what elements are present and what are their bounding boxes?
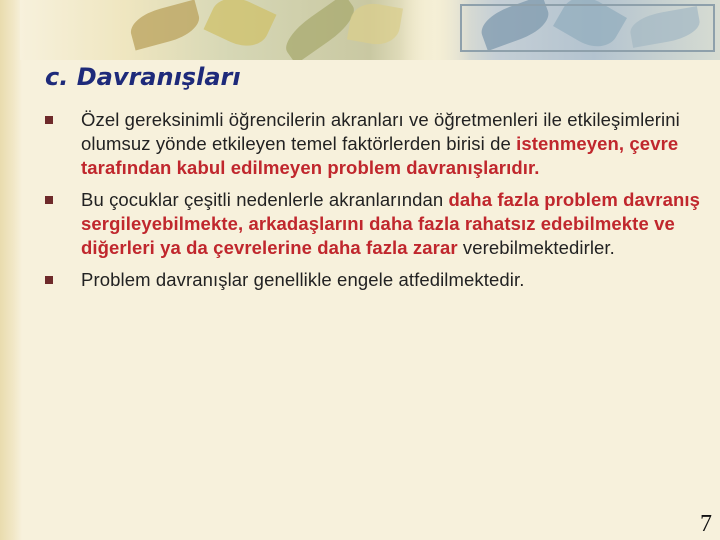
text-segment: Bu çocuklar çeşitli nedenlerle akranlarından (81, 189, 449, 210)
text-segment: Problem davranışlar genellikle engele atfedilmektedir. (81, 269, 525, 290)
bullet-item-2 (45, 188, 705, 260)
bullet-list (45, 108, 705, 300)
leaf-decoration (204, 0, 277, 55)
decorative-banner (20, 0, 720, 60)
highlighted-text-segment: daha fazla problem davranış sergileyebilmekte, arkadaşlarını daha fazla rahatsız edebilmekte ve diğerleri ya da çevrelerine daha fazla zarar (81, 189, 701, 258)
page-number: 7 (700, 511, 712, 537)
left-decorative-strip (0, 0, 22, 540)
bullet-text-3 (81, 268, 705, 292)
text-segment: Özel gereksinimli öğrencilerin akranları ve öğretmenleri ile etkileşimlerini olumsuz yönde etkileyen temel faktörlerden birisi de (81, 109, 680, 154)
square-bullet-icon (45, 116, 53, 124)
leaf-decoration (347, 0, 403, 48)
bullet-item-1 (45, 108, 705, 180)
bullet-text-2 (81, 188, 705, 260)
slide-title: c. Davranışları (45, 63, 241, 91)
highlighted-text-segment: istenmeyen, çevre tarafından kabul edilmeyen problem davranışlarıdır. (81, 133, 679, 178)
bullet-item-3 (45, 268, 705, 292)
bullet-text-1 (81, 108, 705, 180)
text-segment: verebilmektedirler. (457, 237, 615, 258)
square-bullet-icon (45, 276, 53, 284)
leaf-decoration (127, 0, 203, 50)
square-bullet-icon (45, 196, 53, 204)
banner-frame (460, 4, 715, 52)
